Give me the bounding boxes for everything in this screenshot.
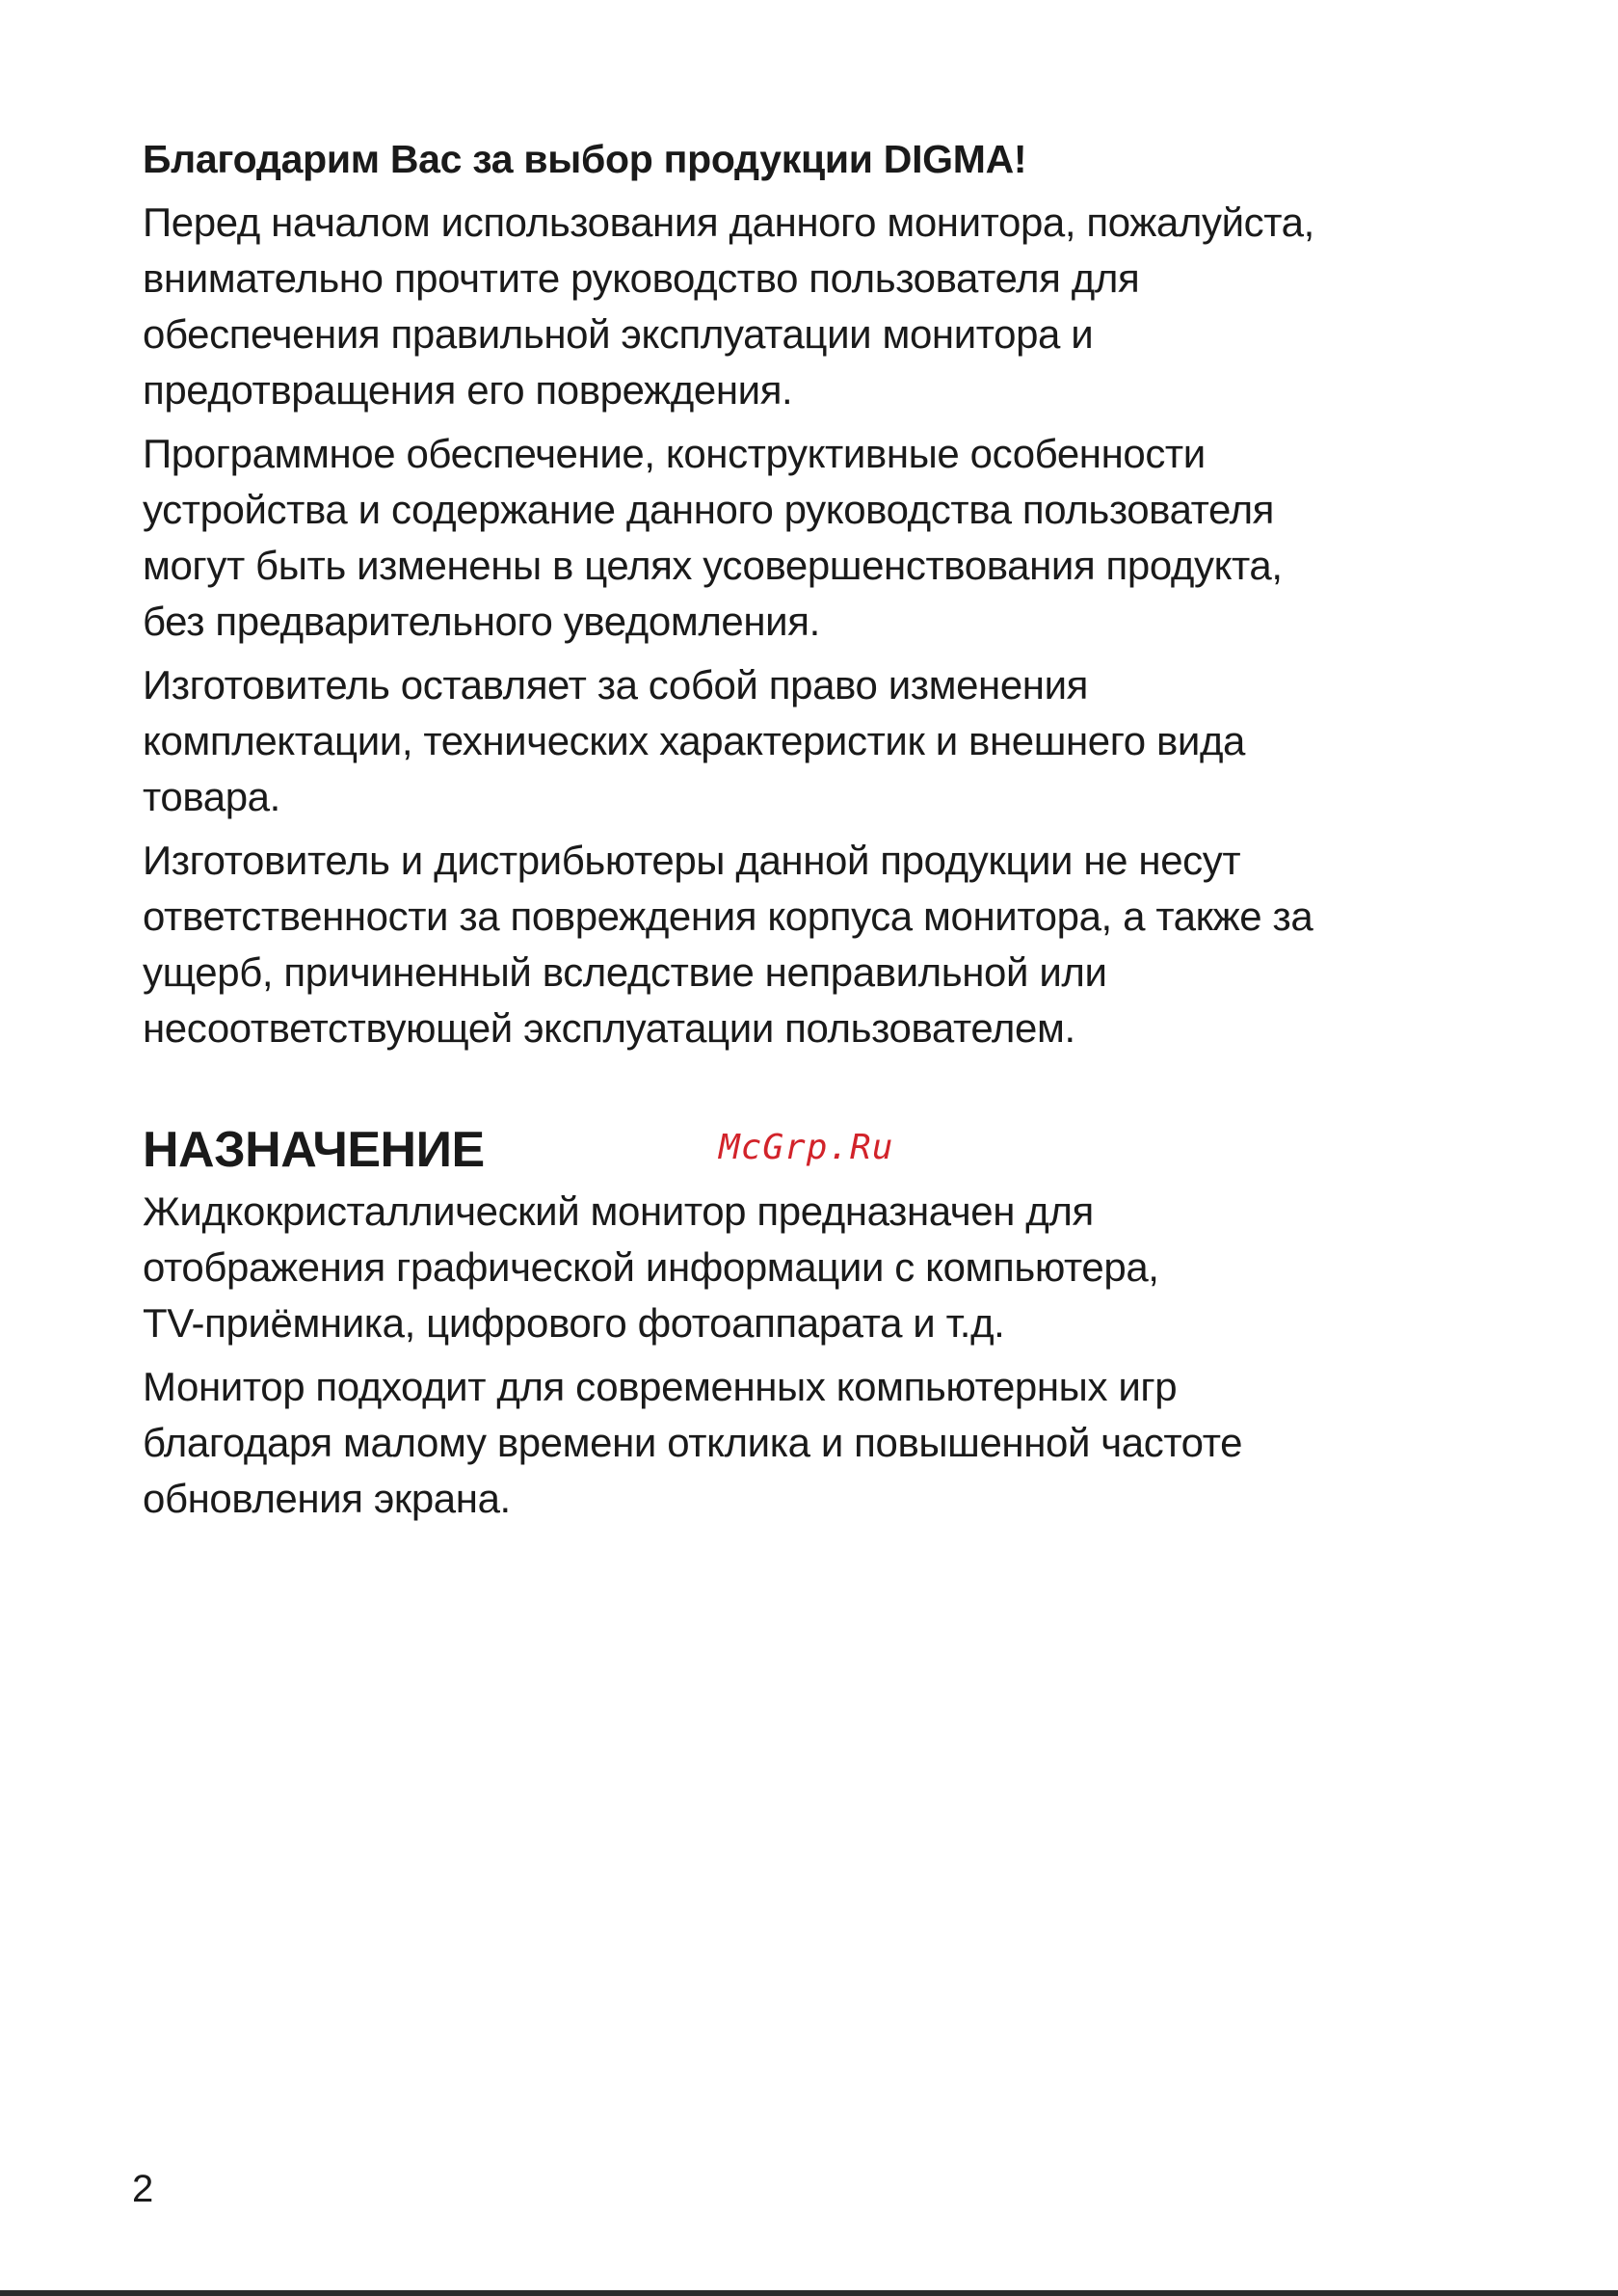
text-line: устройства и содержание данного руководства пользователя [143, 487, 1275, 532]
section-paragraph [143, 1359, 1492, 1527]
text-line: без предварительного уведомления. [143, 599, 820, 644]
text-line: предотвращения его повреждения. [143, 367, 793, 413]
text-line: Перед началом использования данного монитора, пожалуйста, [143, 200, 1314, 245]
text-line: отображения графической информации с компьютера, [143, 1244, 1159, 1290]
text-line: Монитор подходит для современных компьютерных игр [143, 1364, 1178, 1409]
text-line: товара. [143, 774, 280, 819]
intro-paragraph [143, 195, 1492, 418]
thanks-heading: Благодарим Вас за выбор продукции DIGMA! [143, 137, 1027, 181]
text-line: благодаря малому времени отклика и повышенной частоте [143, 1420, 1243, 1465]
intro-paragraph [143, 426, 1492, 650]
section-heading-row [143, 1116, 1492, 1184]
text-line: могут быть изменены в целях усовершенствования продукта, [143, 543, 1283, 588]
text-line: ущерб, причиненный вследствие неправильной или [143, 949, 1107, 995]
text-line: Изготовитель оставляет за собой право изменения [143, 662, 1088, 707]
section-body [143, 1184, 1492, 1527]
text-line: ответственности за повреждения корпуса монитора, а также за [143, 894, 1313, 939]
text-line: Жидкокристаллический монитор предназначен для [143, 1188, 1094, 1234]
text-line: TV-приёмника, цифрового фотоаппарата и т.д. [143, 1300, 1005, 1346]
page-content [143, 131, 1492, 1535]
text-line: несоответствующей эксплуатации пользователем. [143, 1005, 1075, 1051]
page-number: 2 [132, 2168, 154, 2210]
intro-paragraph [143, 657, 1492, 825]
text-line: обеспечения правильной эксплуатации монитора и [143, 311, 1094, 357]
text-line: внимательно прочтите руководство пользователя для [143, 255, 1140, 301]
text-line: Программное обеспечение, конструктивные особенности [143, 431, 1206, 476]
section-heading: НАЗНАЧЕНИЕ [143, 1122, 485, 1178]
text-line: комплектации, технических характеристик и внешнего вида [143, 718, 1246, 763]
watermark: McGrp.Ru [719, 1128, 894, 1167]
intro-paragraph [143, 833, 1492, 1056]
text-line: обновления экрана. [143, 1476, 511, 1521]
section-paragraph [143, 1184, 1492, 1351]
text-line: Изготовитель и дистрибьютеры данной продукции не несут [143, 838, 1241, 883]
bottom-edge-rule [0, 2290, 1618, 2296]
